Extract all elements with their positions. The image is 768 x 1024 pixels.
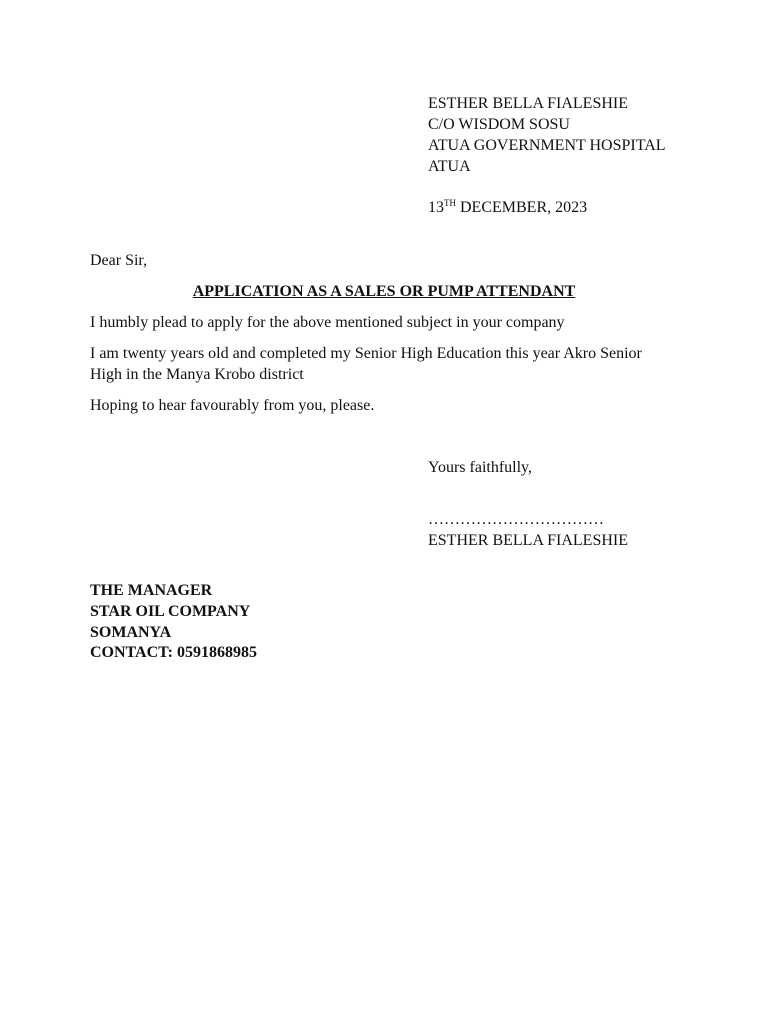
signature-line: ……………………………: [428, 511, 604, 528]
sender-care-of: C/O WISDOM SOSU: [428, 116, 570, 133]
date-suffix: TH: [444, 198, 456, 208]
recipient-title: THE MANAGER: [90, 582, 213, 599]
date-rest: DECEMBER, 2023: [456, 199, 588, 216]
body-paragraph-3: Hoping to hear favourably from you, please.: [90, 397, 375, 414]
recipient-company: STAR OIL COMPANY: [90, 602, 251, 620]
date-day: 13: [428, 199, 444, 216]
sender-address: ATUA GOVERNMENT HOSPITAL: [428, 137, 666, 154]
closing: Yours faithfully,: [428, 459, 533, 476]
letter-subject: APPLICATION AS A SALES OR PUMP ATTENDANT: [192, 283, 576, 300]
recipient-contact: CONTACT: 0591868985: [90, 644, 257, 662]
signature-name: ESTHER BELLA FIALESHIE: [428, 532, 628, 549]
sender-town: ATUA: [428, 158, 471, 175]
salutation: Dear Sir,: [90, 252, 148, 269]
body-paragraph-1: I humbly plead to apply for the above mentioned subject in your company: [90, 314, 565, 331]
recipient-address: [90, 581, 257, 664]
letter-date: [428, 197, 587, 218]
sender-name: ESTHER BELLA FIALESHIE: [428, 95, 628, 112]
body-paragraph-2-line-1: I am twenty years old and completed my Senior High Education this year Akro Senior: [90, 345, 642, 362]
body-paragraph-2-line-2: High in the Manya Krobo district: [90, 366, 304, 383]
recipient-town: SOMANYA: [90, 623, 172, 641]
